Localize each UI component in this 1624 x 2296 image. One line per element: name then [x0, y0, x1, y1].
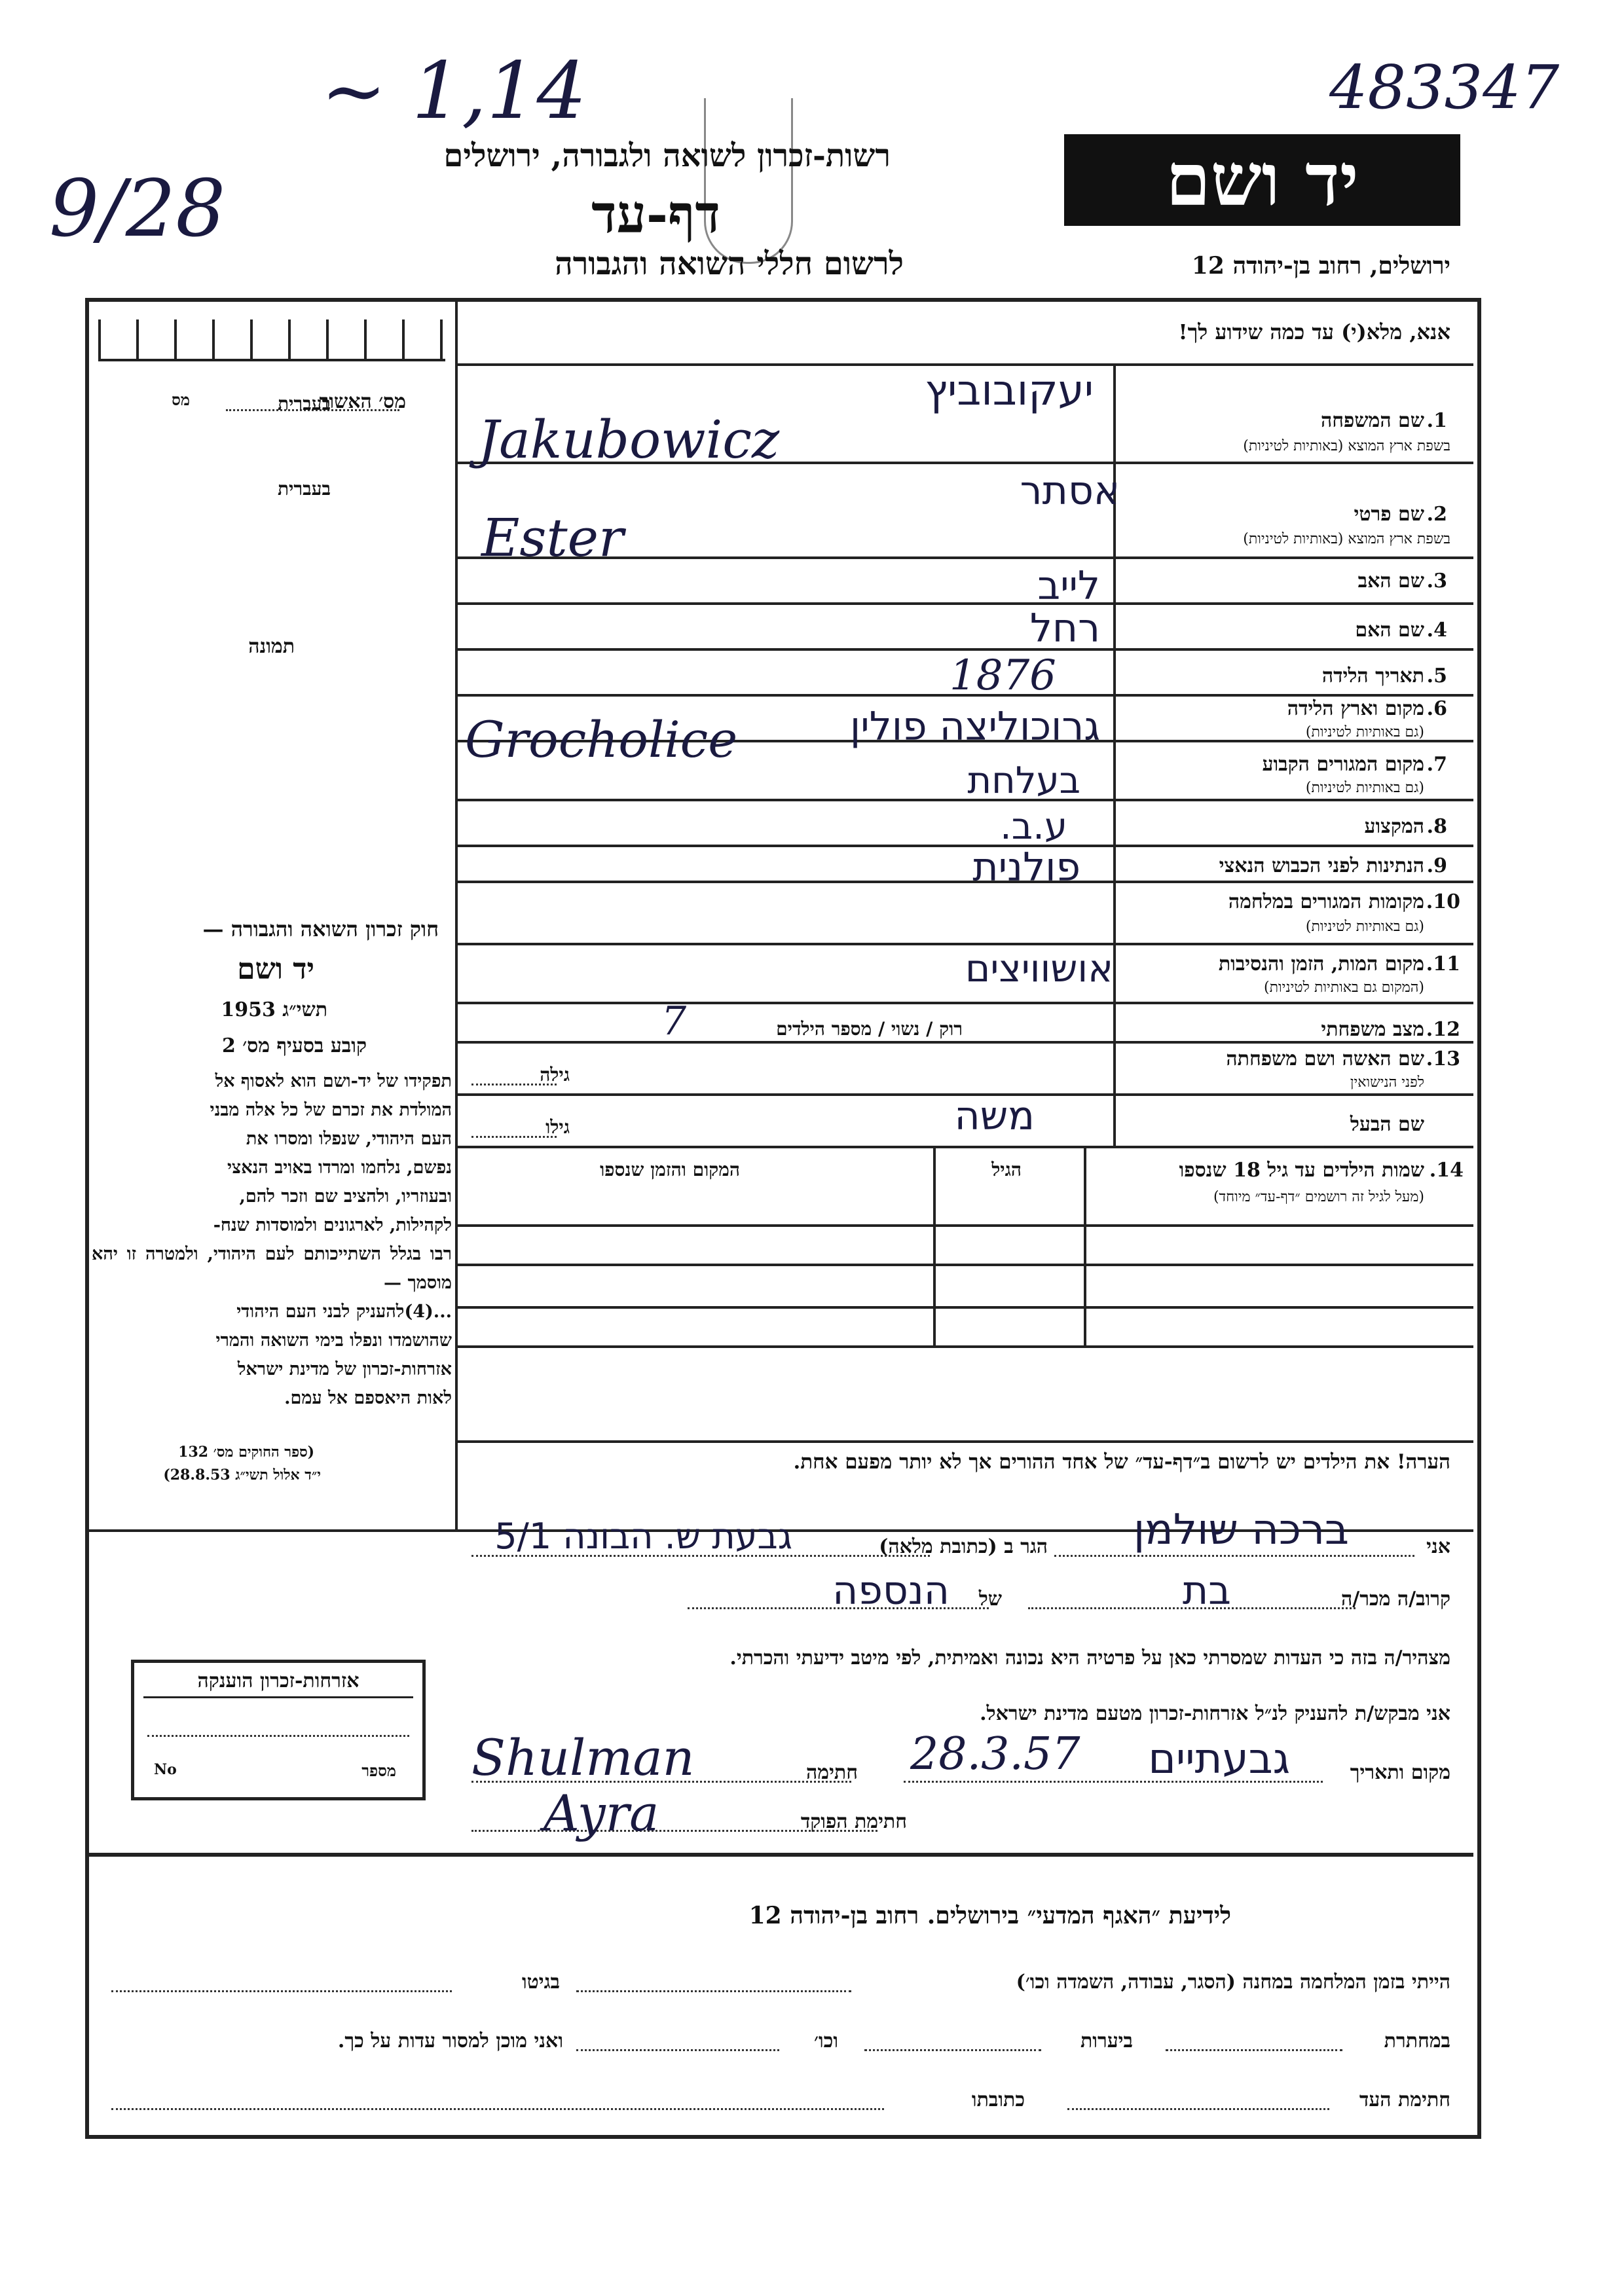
handwritten-record-number: 483347	[1329, 52, 1560, 122]
husband-age-line	[471, 1136, 557, 1138]
witness-signature-label: חתימת העד	[1359, 2088, 1450, 2111]
forests-label: ביערות	[1080, 2030, 1133, 2052]
place-value: גבעתיים	[1148, 1735, 1290, 1783]
field-11-sub: (המקום גם באותיות לטיניות)	[1264, 979, 1424, 996]
camp-line-label: הייתי בזמן המלחמה במחנה (הסגר, עבודה, השמדה וכו׳)	[1016, 1971, 1450, 1994]
field-1-sub: בשפת ארץ המוצא (באותיות לטיניות)	[1243, 438, 1450, 454]
approval-no-label: מס	[172, 390, 190, 409]
declaration-ani: אני	[1426, 1535, 1450, 1558]
row-divider	[455, 363, 1473, 366]
handwritten-folio-number: ~ 1,14	[321, 46, 587, 137]
law-title: חוק זכרון השואה והגבורה —	[202, 917, 439, 941]
field-12-label: מצב משפחתי	[1321, 1018, 1424, 1041]
witness-address-line	[111, 2108, 884, 2110]
field-10-sub: (גם באותיות לטיניות)	[1305, 919, 1424, 935]
citizenship-box-title: אזרחות-זכרון הוענקה	[143, 1669, 413, 1698]
field-9-number: 9.	[1426, 854, 1447, 877]
death-place-value: אושוויצים	[965, 946, 1113, 991]
field-4-label: שם האם	[1355, 619, 1424, 642]
first-name-hebrew-value: אסתר	[1020, 468, 1120, 514]
declarant-name-value: ברכה שולמן	[1133, 1506, 1349, 1554]
law-yad-vashem: יד ושם	[237, 953, 314, 986]
signature-value: Shulman	[471, 1728, 695, 1787]
relative-label: קרוב/ה מכר/ה	[1341, 1588, 1450, 1611]
birth-date-value: 1876	[950, 651, 1056, 700]
forests-line	[864, 2049, 1041, 2051]
field-12-number: 12.	[1426, 1018, 1460, 1041]
surname-hebrew-value: יעקובוביץ	[925, 367, 1094, 415]
approval-number-boxes	[98, 319, 445, 361]
ghetto-label: בגיטו	[521, 1971, 560, 1994]
mother-name-value: רחל	[1029, 606, 1100, 651]
birth-place-hebrew-value: גרוכוליצה פולין	[849, 704, 1100, 750]
place-date-label: מקום ותאריך	[1350, 1761, 1450, 1784]
field-9-label: הנתינות לפני הכבוש הנאצי	[1219, 854, 1424, 877]
field-1-hebrew-tag: בעברית	[277, 393, 331, 414]
field-2-sub: בשפת ארץ המוצא (באותיות לטיניות)	[1243, 531, 1450, 547]
witness-address-label: כתובתו	[971, 2088, 1025, 2111]
children-age-divider-right	[1084, 1146, 1086, 1345]
wife-age-line	[471, 1084, 557, 1085]
field-2-hebrew-tag: בעברית	[277, 478, 331, 500]
field-8-label: המקצוע	[1364, 815, 1424, 838]
witness-signature-line	[1067, 2108, 1329, 2110]
approval-label: מס׳ האשור	[319, 390, 406, 413]
field-10-number: 10.	[1426, 890, 1460, 913]
field-4-number: 4.	[1426, 619, 1447, 642]
field-10-label: מקומות המגורים במלחמה	[1228, 890, 1424, 913]
declaration-statement: מצהיר/ה בזה כי העדות שמסרתי כאן על פרטיה היא נכונה ואמיתית, לפי מיטב ידיעתי והכרתי.	[729, 1647, 1450, 1669]
declaration-lives-in: הגר ב (כתובת מלאה)	[879, 1535, 1048, 1558]
children-count-value: 7	[661, 998, 687, 1044]
children-table-number: 14.	[1429, 1159, 1464, 1182]
underground-line	[1166, 2049, 1342, 2051]
yad-vashem-logo: יד ושם	[1064, 134, 1460, 226]
husband-name-value: משה	[954, 1093, 1035, 1139]
form-subtitle: לרשום חללי השואה והגבורה	[555, 246, 904, 282]
field-13-label: שם האשה ושם משפחתה	[1226, 1048, 1424, 1070]
citizenship-no-label: No	[154, 1761, 177, 1778]
marital-status-options: רוק / נשוי / מספר הילדים	[776, 1018, 963, 1040]
clerk-signature-value: Ayra	[544, 1784, 659, 1842]
surname-latin-value: Jakubowicz	[478, 409, 780, 470]
law-citation-1: (ספר החוקים מס׳ 132	[178, 1444, 314, 1461]
father-name-value: לייב	[1037, 563, 1100, 609]
signature-label: חתימה	[806, 1761, 858, 1784]
citizenship-number-label: מספר	[361, 1761, 396, 1780]
field-6-number: 6.	[1426, 697, 1447, 720]
law-section: קובע בסעיף מס׳ 2	[221, 1034, 367, 1057]
ready-to-testify: ואני מוכן למסור עדות על כך.	[337, 2030, 563, 2052]
etc-line	[576, 2049, 779, 2051]
birth-place-latin-value: Grocholice	[465, 710, 738, 769]
field-8-number: 8.	[1426, 815, 1447, 838]
field-1-number: 1.	[1426, 409, 1447, 432]
field-2-label: שם פרטי	[1354, 503, 1424, 526]
citizenship-box	[131, 1660, 426, 1800]
field-11-number: 11.	[1426, 953, 1460, 975]
occupation-value: ע.ב.	[999, 805, 1067, 848]
handwritten-file-mark: 9/28	[49, 164, 226, 255]
field-7-number: 7.	[1426, 753, 1447, 776]
first-name-latin-value: Ester	[481, 507, 624, 568]
of-value: הנספה	[832, 1568, 950, 1614]
children-place-column: המקום והזמן שנספו	[600, 1159, 740, 1180]
field-13-sub: לפני הנישואין	[1350, 1074, 1424, 1091]
clerk-signature-line	[471, 1830, 877, 1832]
field-1-label: שם המשפחה	[1320, 409, 1424, 432]
field-7-label: מקום המגורים הקבוע	[1262, 753, 1424, 776]
children-table-title: שמות הילדים עד גיל 18 שנספו	[1179, 1159, 1424, 1182]
photo-placeholder-label: תמונה	[248, 635, 295, 658]
nationality-value: פולנית	[972, 845, 1080, 890]
relation-value: בת	[1182, 1568, 1231, 1614]
field-2-number: 2.	[1426, 503, 1447, 526]
children-age-column: הגיל	[991, 1159, 1022, 1180]
field-5-label: תאריך הלידה	[1321, 665, 1424, 687]
citizenship-box-line	[147, 1735, 409, 1737]
children-age-divider-left	[933, 1146, 936, 1345]
declarant-name-line	[1054, 1555, 1414, 1557]
children-table-subtitle: (מעל לגיל זה רושמים ״דף-עד״ מיוחד)	[1213, 1189, 1424, 1205]
organization-address: ירושלים, רחוב בן-יהודה 12	[1191, 252, 1450, 280]
husband-age-label: גילו	[545, 1116, 570, 1138]
declarant-address-value: גבעת ש. הבונה 5/1	[494, 1516, 792, 1557]
etc-label: וכו׳	[814, 2030, 838, 2052]
of-label: של	[978, 1588, 1002, 1611]
ghetto-line	[111, 1990, 452, 1992]
field-3-label: שם האב	[1357, 570, 1424, 592]
field-5-number: 5.	[1426, 665, 1447, 687]
field-7-sub: (גם באותיות לטיניות)	[1305, 780, 1424, 796]
declaration-request: אני מבקש/ת להעניק לנ״ל אזרחות-זכרון מטעם מדינת ישראל.	[980, 1702, 1450, 1725]
field-11-label: מקום המות, הזמן והנסיבות	[1218, 953, 1424, 975]
underground-label: במחתרת	[1384, 2030, 1450, 2052]
camp-line	[576, 1990, 851, 1992]
residence-value: בעלחת	[967, 759, 1080, 802]
wife-age-label: גילה	[540, 1064, 570, 1085]
form-note: הערה! את הילדים יש לרשום ב״דף-עד״ של אחד ההורים אך לא יותר מפעם אחת.	[793, 1450, 1450, 1474]
law-body: תפקידו של יד-ושם הוא לאסוף אל המולדת את זכרם של כל אלה מבני העם היהודי, שנפלו ומסרו את נפשם, נלחמו ומרדו באויב הנאצי ובעוזריו, ולהציב שם וזכר להם, לקהילות, לארגונים ולמוסדות שנח- רבו בגלל השתייכותם לעם היהודי, ולמטרה זו יהא מוסמך — ...(4)להעניק לבני העם היהודי שהושמדו ונפלו בימי השואה והמרי אזרחות-זכרון של מדינת ישראל לאות היאספם אל עמם.	[92, 1071, 452, 1408]
field-6-label: מקום וארץ הלידה	[1287, 697, 1424, 720]
form-title: דף-עד	[591, 183, 720, 245]
husband-label: שם הבעל	[1350, 1113, 1424, 1136]
law-year: תשי״ג 1953	[221, 998, 327, 1021]
form-instruction: אנא, מלא(י) עד כמה שידוע לך!	[1178, 319, 1450, 344]
law-citation-2: י״ד אלול תשי״ג 28.8.53)	[163, 1467, 321, 1484]
bottom-title: לידיעת ״האגף המדעי״ בירושלים. רחוב בן-יהודה 12	[748, 1902, 1231, 1929]
field-6-sub: (גם באותיות לטיניות)	[1305, 724, 1424, 740]
organization-name: רשות-זכרון לשואה ולגבורה, ירושלים	[443, 137, 891, 174]
field-3-number: 3.	[1426, 570, 1447, 592]
clerk-signature-label: חתימת הפוקד	[800, 1810, 907, 1833]
field-13-number: 13.	[1426, 1048, 1460, 1070]
date-value: 28.3.57	[910, 1728, 1080, 1780]
